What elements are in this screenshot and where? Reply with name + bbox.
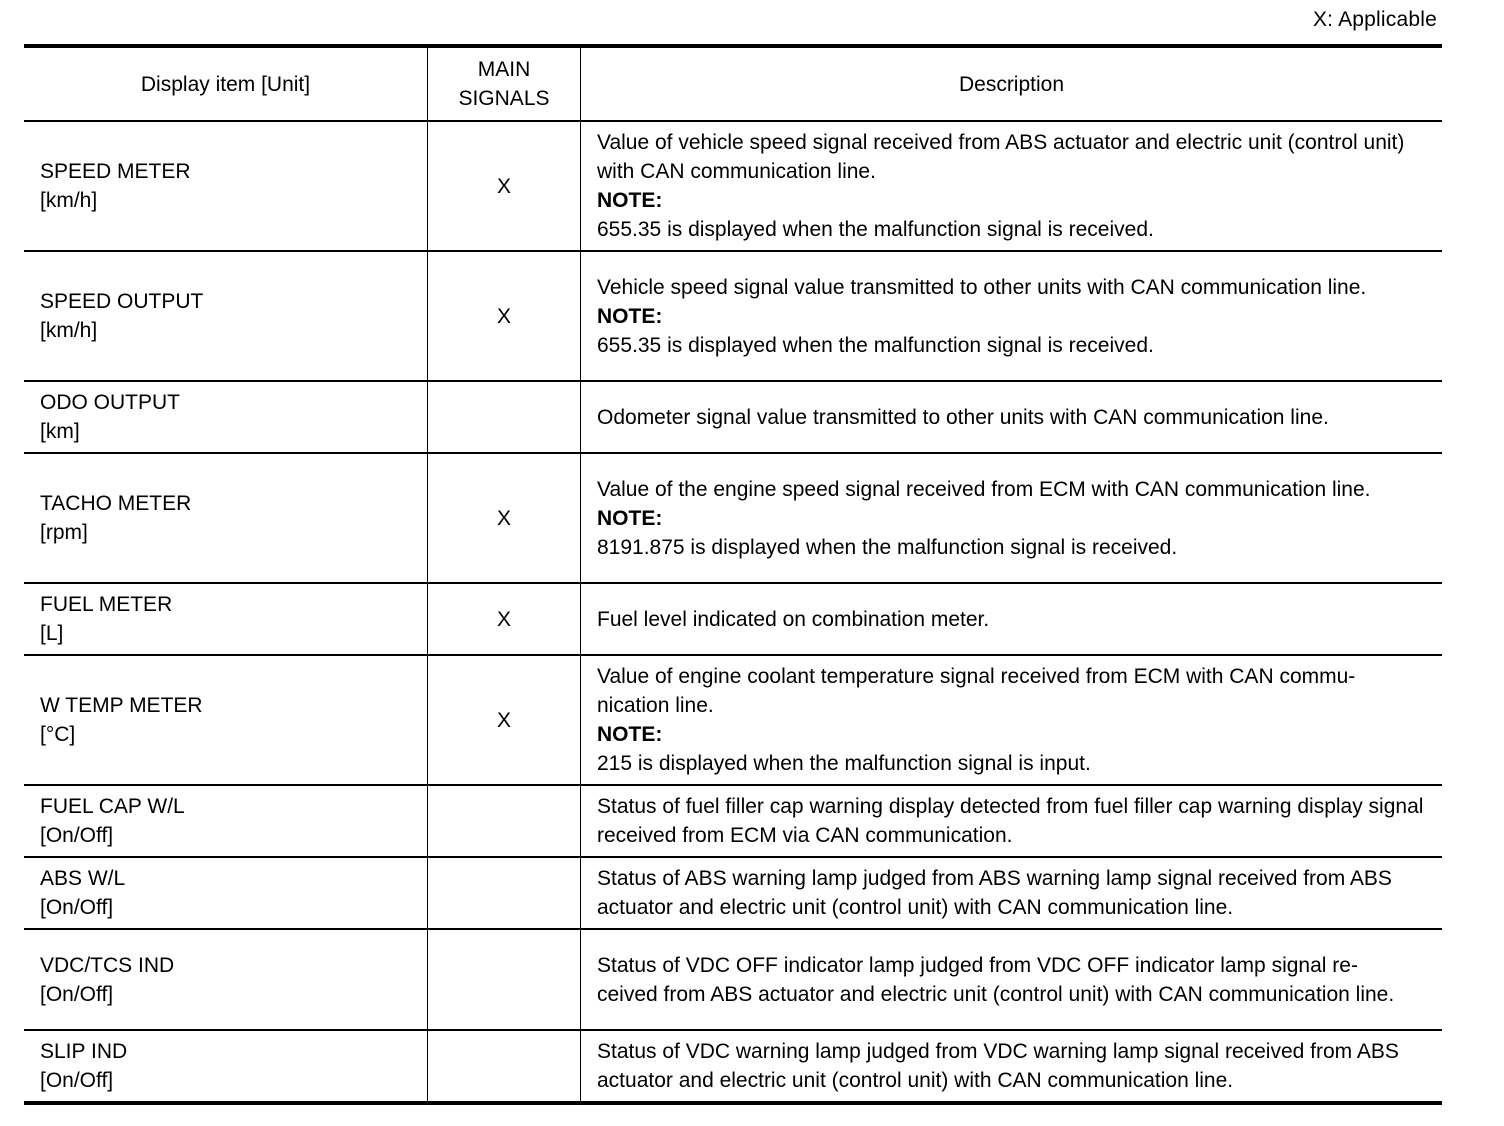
table-row (24, 121, 1442, 251)
table-row (24, 785, 1442, 857)
note-text: 655.35 is displayed when the malfunction signal is received. (597, 218, 1154, 241)
description-cell (581, 251, 1443, 381)
description-cell (581, 785, 1443, 857)
display-item-cell (24, 857, 428, 929)
applicable-legend: X: Applicable (1312, 8, 1437, 31)
item-name: SLIP IND (40, 1040, 128, 1063)
note-text: 215 is displayed when the malfunction signal is input. (597, 752, 1091, 775)
item-name: FUEL METER (40, 593, 173, 616)
item-unit: [L] (40, 622, 64, 645)
table-row (24, 583, 1442, 655)
header-main-signals-line1: MAIN (477, 58, 531, 81)
item-name: FUEL CAP W/L (40, 795, 185, 818)
description-text-line2: ceived from ABS actuator and electric unit (control unit) with CAN communication line. (597, 982, 1395, 1006)
note-label: NOTE: (597, 189, 663, 212)
item-name: VDC/TCS IND (40, 953, 175, 977)
item-name: SPEED OUTPUT (40, 290, 204, 313)
table-row (24, 381, 1442, 453)
table-row (24, 857, 1442, 929)
header-main-signals (428, 46, 581, 121)
table-row (24, 1030, 1442, 1103)
main-signal-mark: X (428, 251, 581, 381)
description-text: Status of ABS warning lamp judged from ABS warning lamp signal received from ABS actuator and electric unit (control unit) with CAN communication line. (597, 867, 1392, 919)
description-text: Status of fuel filler cap warning display detected from fuel filler cap warning display signal received from ECM via CAN communication. (597, 795, 1424, 847)
description-text: Fuel level indicated on combination meter. (597, 607, 990, 631)
table-row (24, 453, 1442, 583)
main-signal-mark: X (428, 453, 581, 583)
main-signal-mark (428, 929, 581, 1030)
main-signal-mark (428, 1030, 581, 1103)
display-item-cell (24, 453, 428, 583)
note-text: 655.35 is displayed when the malfunction signal is received. (597, 333, 1154, 357)
note-label: NOTE: (597, 506, 663, 530)
description-cell (581, 857, 1443, 929)
item-unit: [rpm] (40, 521, 88, 544)
table-row (24, 251, 1442, 381)
display-item-cell (24, 381, 428, 453)
description-text-line1: Value of engine coolant temperature signal received from ECM with CAN commu- (597, 665, 1356, 688)
display-item-cell (24, 583, 428, 655)
display-item-cell (24, 929, 428, 1030)
item-name: ABS W/L (40, 867, 126, 890)
description-cell (581, 1030, 1443, 1103)
description-text: Status of VDC warning lamp judged from VDC warning lamp signal received from ABS actuator and electric unit (control unit) with CAN communication line. (597, 1040, 1399, 1092)
header-display-item: Display item [Unit] (24, 46, 428, 121)
item-unit: [On/Off] (40, 982, 114, 1006)
item-unit: [On/Off] (40, 824, 114, 847)
description-text: Odometer signal value transmitted to other units with CAN communication line. (597, 405, 1329, 429)
description-cell (581, 453, 1443, 583)
display-item-cell (24, 121, 428, 251)
item-unit: [km/h] (40, 319, 98, 342)
note-label: NOTE: (597, 304, 663, 328)
item-unit: [°C] (40, 723, 76, 746)
note-label: NOTE: (597, 723, 663, 746)
table-row (24, 929, 1442, 1030)
display-item-cell (24, 1030, 428, 1103)
table-row (24, 655, 1442, 785)
header-description: Description (581, 46, 1443, 121)
display-item-cell (24, 251, 428, 381)
item-name: SPEED METER (40, 160, 191, 183)
description-text: Value of the engine speed signal received from ECM with CAN communication line. (597, 477, 1371, 501)
table-header-row (24, 46, 1442, 121)
description-text: Value of vehicle speed signal received from ABS actuator and electric unit (control unit) with CAN communication line. (597, 131, 1405, 183)
item-name: TACHO METER (40, 492, 192, 515)
main-signal-mark (428, 857, 581, 929)
description-cell (581, 381, 1443, 453)
item-unit: [km] (40, 420, 80, 443)
item-unit: [On/Off] (40, 896, 114, 919)
description-text-line1: Status of VDC OFF indicator lamp judged from VDC OFF indicator lamp signal re- (597, 953, 1358, 977)
item-unit: [km/h] (40, 189, 98, 212)
description-text-line2: nication line. (597, 694, 714, 717)
item-name: W TEMP METER (40, 694, 203, 717)
main-signal-mark (428, 785, 581, 857)
main-signal-mark: X (428, 655, 581, 785)
note-text: 8191.875 is displayed when the malfunction signal is received. (597, 535, 1178, 559)
description-cell (581, 655, 1443, 785)
description-text: Vehicle speed signal value transmitted to other units with CAN communication line. (597, 275, 1367, 299)
main-signal-mark (428, 381, 581, 453)
display-item-cell (24, 785, 428, 857)
description-cell (581, 583, 1443, 655)
description-cell (581, 929, 1443, 1030)
item-unit: [On/Off] (40, 1069, 114, 1092)
main-signal-mark: X (428, 583, 581, 655)
item-name: ODO OUTPUT (40, 391, 180, 414)
header-main-signals-line2: SIGNALS (458, 87, 550, 110)
display-item-cell (24, 655, 428, 785)
description-cell (581, 121, 1443, 251)
main-signal-mark: X (428, 121, 581, 251)
display-item-table (24, 44, 1442, 1105)
